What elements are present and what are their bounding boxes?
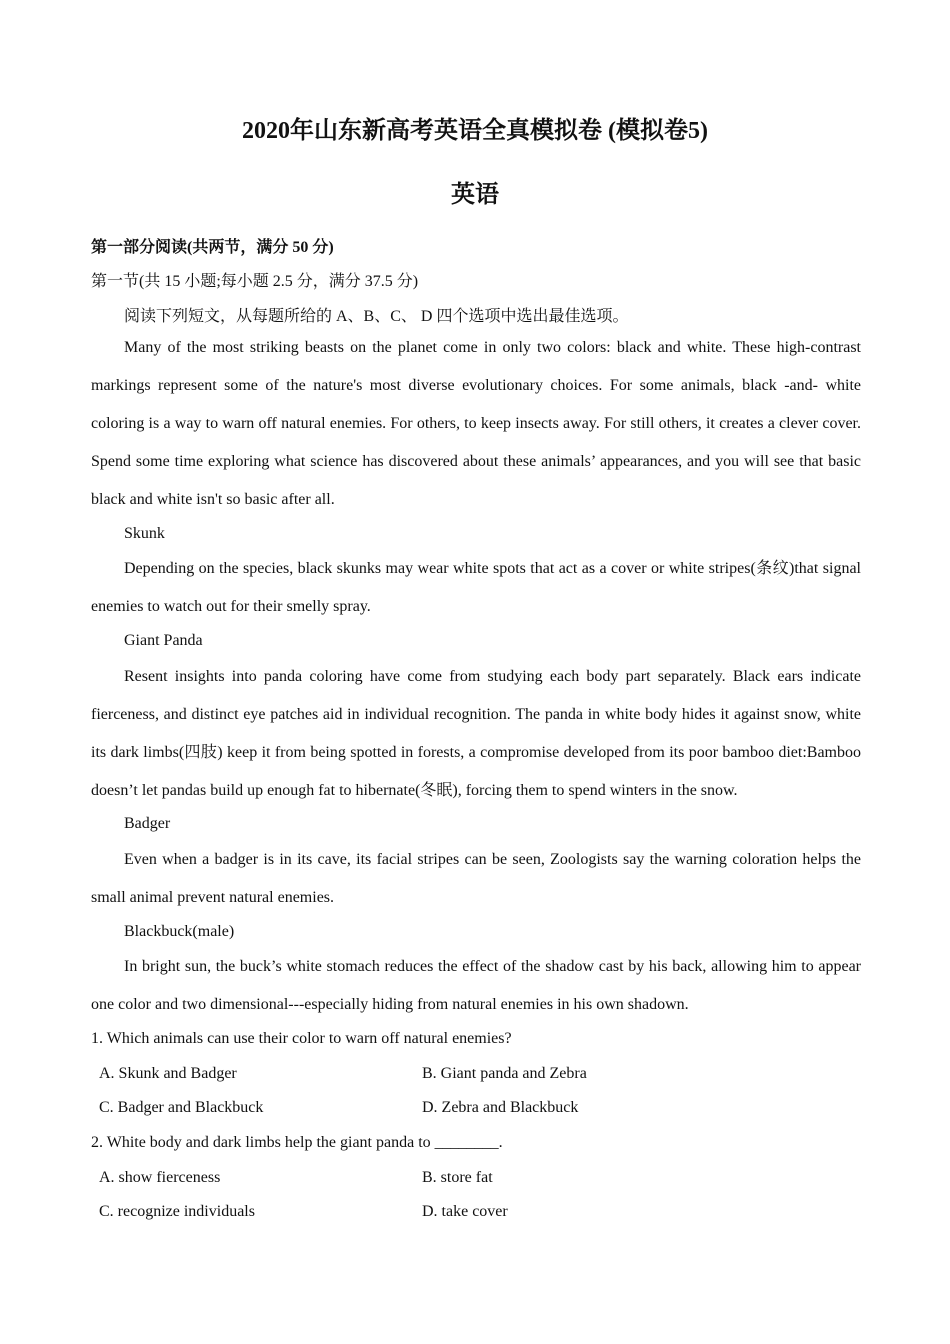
heading-badger: Badger (124, 815, 171, 832)
heading-giant-panda: Giant Panda (124, 632, 203, 649)
passage-intro: Many of the most striking beasts on the planet come in only two colors: black and white. These high-contrast markings represent some of the nature's most diverse evolutionary choices. For some animals, black -and- white coloring is a way to warn off natural enemies. For others, to keep insects away. For still others, it creates a clever cover. Spend some time exploring what science has discovered about these animals’ appearances, and you will see that basic black and white isn't so basic after all. (91, 339, 861, 508)
passage-skunk: Depending on the species, black skunks may wear white spots that act as a cover or white stripes(条纹)that signal enemies to watch out for their smelly spray. (91, 560, 861, 615)
question-1-stem: 1. Which animals can use their color to warn off natural enemies? (91, 1030, 512, 1047)
question-2-option-d[interactable]: D. take cover (422, 1203, 508, 1220)
question-1-option-d[interactable]: D. Zebra and Blackbuck (422, 1099, 579, 1116)
part-heading: 第一部分阅读(共两节，满分 50 分) (91, 239, 334, 256)
heading-skunk: Skunk (124, 525, 165, 542)
instruction-text: 阅读下列短文，从每题所给的 A、B、C、 D 四个选项中选出最佳选项。 (124, 308, 629, 325)
page-title: 2020年山东新高考英语全真模拟卷 (模拟卷5) (242, 118, 708, 144)
question-2-stem: 2. White body and dark limbs help the giant panda to ________. (91, 1134, 503, 1151)
question-2-option-b[interactable]: B. store fat (422, 1169, 493, 1186)
section-heading: 第一节(共 15 小题;每小题 2.5 分，满分 37.5 分) (91, 273, 419, 290)
question-2-option-a[interactable]: A. show fierceness (99, 1169, 221, 1186)
passage-giant-panda: Resent insights into panda coloring have come from studying each body part separately. Black ears indicate fierceness, and distinct eye patches aid in individual recognition. The panda in white body hides it against snow, white its dark limbs(四肢) keep it from being spotted in forests, a compromise developed from its poor bamboo diet:Bamboo doesn’t let pandas build up enough fat to hibernate(冬眠), forcing them to spend winters in the snow. (91, 668, 861, 799)
page-subtitle: 英语 (451, 182, 499, 208)
question-1-option-b[interactable]: B. Giant panda and Zebra (422, 1065, 587, 1082)
heading-blackbuck: Blackbuck(male) (124, 923, 235, 940)
question-1-option-c[interactable]: C. Badger and Blackbuck (99, 1099, 264, 1116)
passage-blackbuck: In bright sun, the buck’s white stomach reduces the effect of the shadow cast by his back, allowing him to appear one color and two dimensional---especially hiding from natural enemies in his own shadown. (91, 958, 861, 1013)
question-2-option-c[interactable]: C. recognize individuals (99, 1203, 255, 1220)
passage-badger: Even when a badger is in its cave, its facial stripes can be seen, Zoologists say the warning coloration helps the small animal prevent natural enemies. (91, 851, 861, 906)
question-1-option-a[interactable]: A. Skunk and Badger (99, 1065, 237, 1082)
